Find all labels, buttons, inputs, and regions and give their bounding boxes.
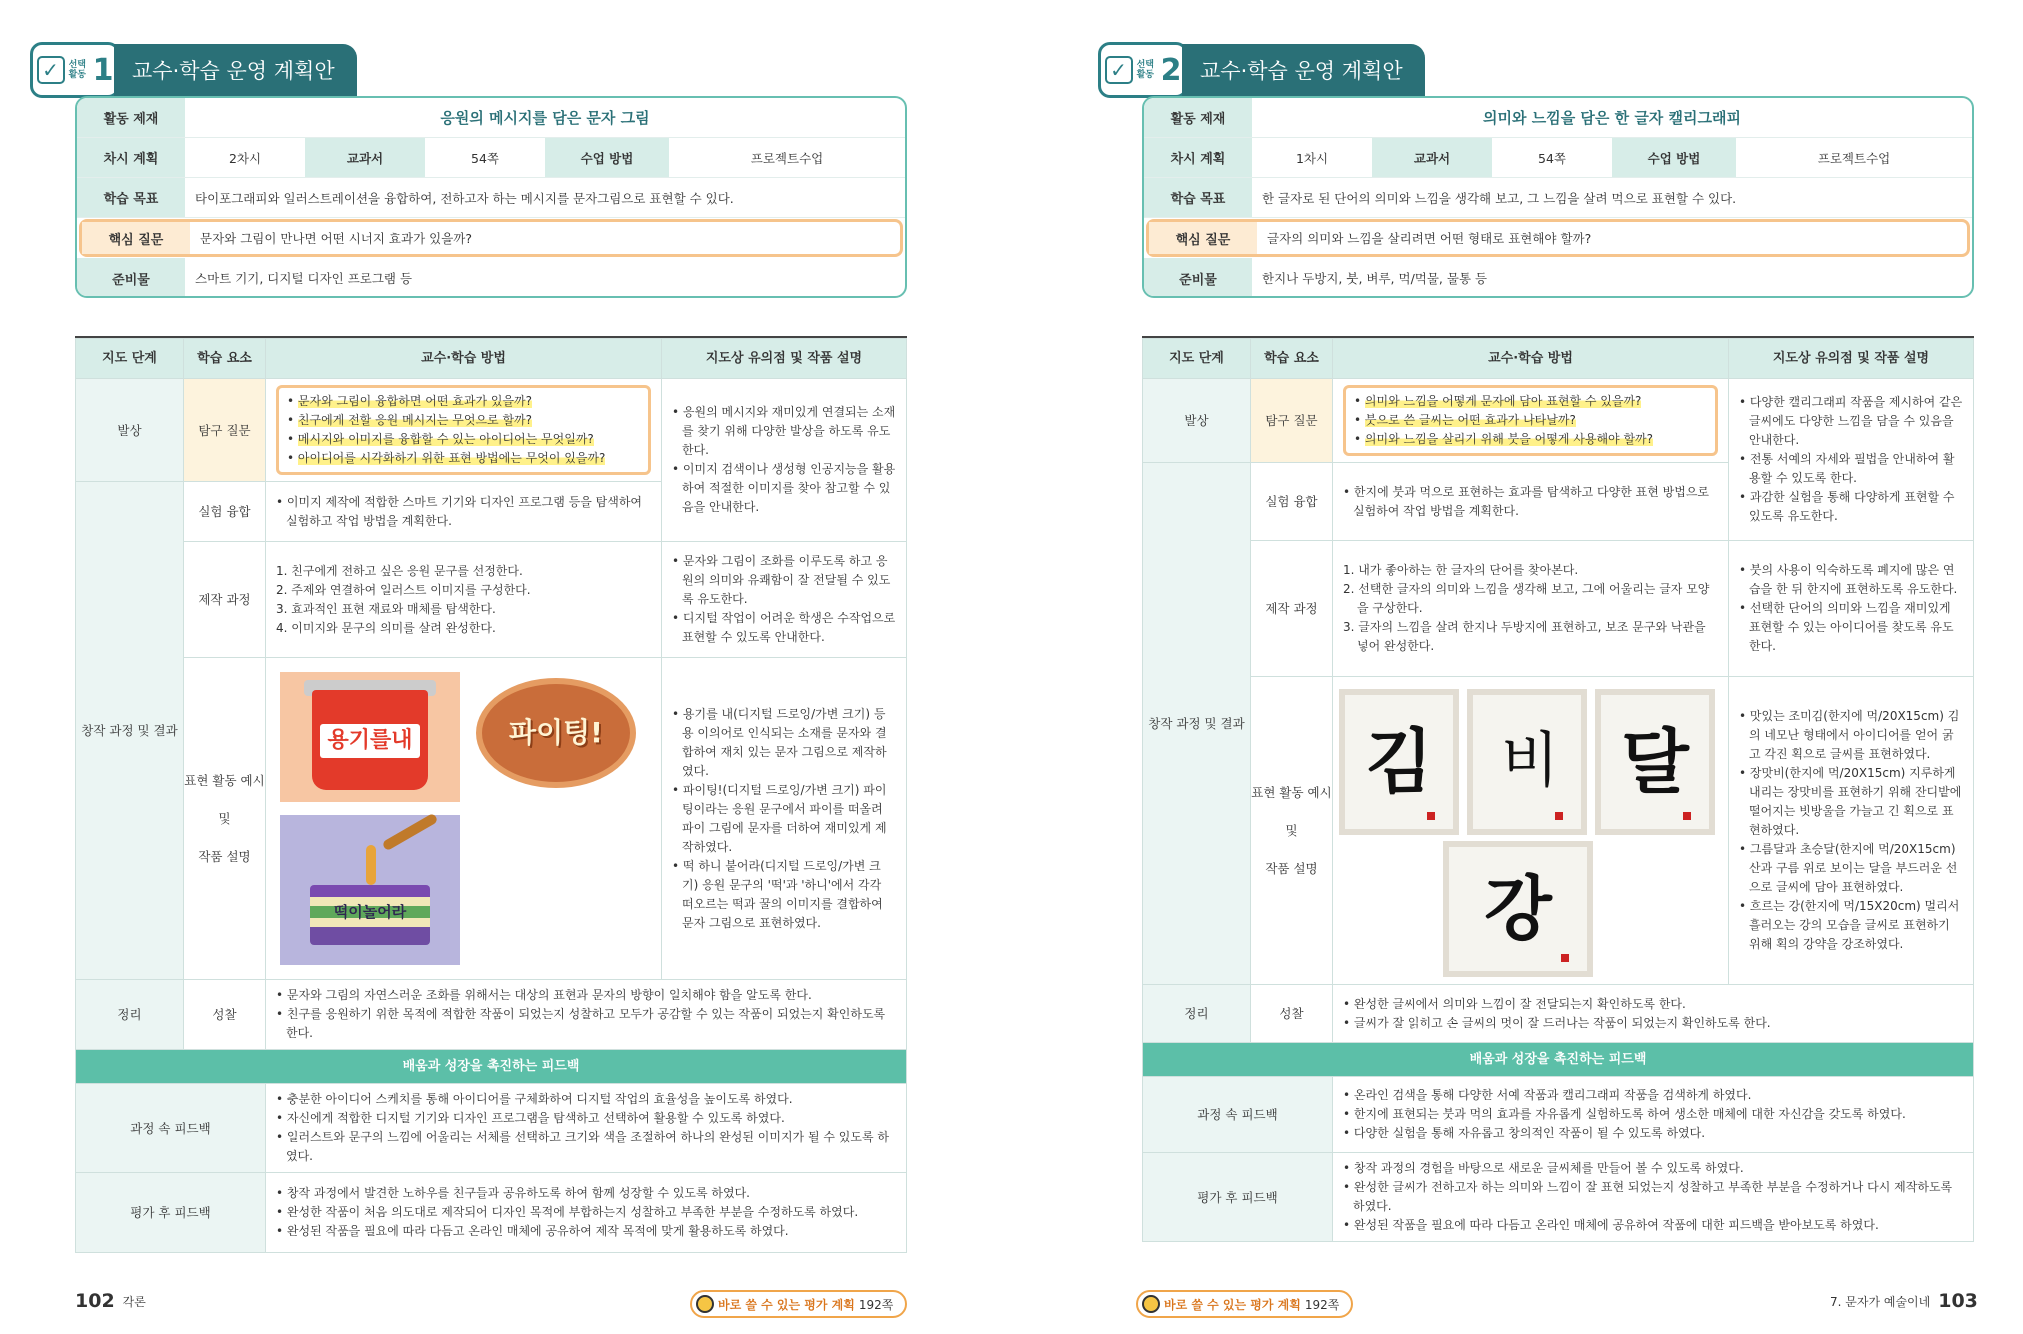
feedback-item: • 한지에 표현되는 붓과 먹의 효과를 자유롭게 실험하도록 하여 생소한 매체에 대한 자신감을 갖도록 하였다. — [1343, 1105, 1963, 1124]
make-step: 2. 주제와 연결하여 일러스트 이미지를 구성한다. — [276, 582, 531, 597]
stage-ideation: 발상 — [1143, 379, 1251, 463]
make-step: 3. 효과적인 표현 재료와 매체를 탐색한다. — [276, 601, 496, 616]
period-value: 2차시 — [228, 150, 262, 166]
post-feedback-label: 평가 후 피드백 — [1143, 1153, 1333, 1242]
plan-label: 차시 계획 — [1144, 138, 1252, 177]
stage-creation — [76, 482, 184, 980]
badge-number: 2 — [1160, 52, 1182, 88]
activity-badge — [30, 42, 120, 98]
method-label: 수업 방법 — [545, 138, 669, 177]
info-table — [75, 96, 907, 298]
feedback-item: • 창작 과정의 경험을 바탕으로 새로운 글씨체를 만들어 볼 수 있도록 하였다. — [1343, 1159, 1963, 1178]
activity-badge — [1098, 42, 1188, 98]
stage-ideation: 발상 — [76, 379, 184, 482]
artwork-bi — [1467, 689, 1587, 835]
calligraphy-char: 강 — [1484, 867, 1552, 950]
stage-creation — [1143, 463, 1251, 985]
example-label-line: 표현 활동 예시 — [1251, 785, 1332, 800]
example-label-line: 및 — [1285, 823, 1298, 838]
col-element: 학습 요소 — [184, 339, 266, 379]
artwork-gim — [1339, 689, 1459, 835]
calligraphy-char: 달 — [1621, 720, 1689, 803]
col-method: 교수·학습 방법 — [1333, 339, 1729, 379]
core-question-value: 글자의 의미와 느낌을 살리려면 어떤 형태로 표현해야 할까? — [1267, 231, 1592, 246]
post-feedback-label: 평가 후 피드백 — [76, 1173, 266, 1253]
inquiry-box — [1343, 385, 1718, 456]
stage-wrapup: 정리 — [76, 980, 184, 1050]
practice-item: • 한지에 붓과 먹으로 표현하는 효과를 탐색하고 다양한 표현 방법으로 실험하여 작업 방법을 계획한다. — [1343, 483, 1718, 521]
col-notes: 지도상 유의점 및 작품 설명 — [662, 339, 907, 379]
ideation-notes — [662, 379, 907, 542]
artwork-notes — [1729, 677, 1974, 985]
feedback-item: • 완성한 작품이 처음 의도대로 제작되어 디자인 목적에 부합하는지 성찰하고 부족한 부분을 수정하도록 하였다. — [276, 1203, 896, 1222]
badge-number: 1 — [92, 52, 114, 88]
note-item: • 떡 하니 붙어라(디지털 드로잉/가변 크기) 응원 문구의 '떡'과 '하니'에서 각각 떠오르는 떡과 꿀의 이미지를 결합하여 문자 그림으로 표현하였다. — [672, 857, 896, 933]
make-label: 제작 과정 — [1251, 541, 1333, 677]
reflect-cell — [266, 980, 907, 1050]
make-step: 1. 친구에게 전하고 싶은 응원 문구를 선정한다. — [276, 563, 523, 578]
materials-label: 준비물 — [77, 258, 185, 298]
make-notes — [662, 542, 907, 658]
process-feedback-cell — [266, 1084, 907, 1173]
core-question-label: 핵심 질문 — [82, 222, 190, 254]
artwork-cup — [280, 672, 460, 802]
ideation-notes — [1729, 379, 1974, 541]
inquiry-item: 문자와 그림이 융합하면 어떤 효과가 있을까? — [297, 394, 533, 408]
example-label-line: 작품 설명 — [1265, 861, 1318, 876]
make-step: 3. 글자의 느낌을 살려 한지나 두방지에 표현하고, 보조 문구와 낙관을 넣어 완성한다. — [1343, 620, 1706, 653]
pages-value: 54쪽 — [1538, 150, 1566, 166]
materials-label: 준비물 — [1144, 258, 1252, 298]
stage-wrapup: 정리 — [1143, 985, 1251, 1043]
pill-page: 192쪽 — [858, 1297, 894, 1312]
note-item: • 붓의 사용이 익숙하도록 폐지에 많은 연습을 한 뒤 한지에 표현하도록 유도한다. — [1739, 561, 1963, 599]
make-step: 4. 이미지와 문구의 의미를 살려 완성한다. — [276, 620, 496, 635]
note-item: • 그름달과 초승달(한지에 먹/20X15cm) 산과 구름 위로 보이는 달을 부드러운 선으로 글씨에 담아 표현하였다. — [1739, 840, 1963, 897]
feedback-item: • 일러스트와 문구의 느낌에 어울리는 서체를 선택하고 크기와 색을 조절하여 하나의 완성된 이미지가 될 수 있도록 하였다. — [276, 1128, 896, 1166]
feedback-item: • 완성된 작품을 필요에 따라 다듬고 온라인 매체에 공유하여 제작 목적에 맞게 활용하도록 하였다. — [276, 1222, 896, 1241]
example-label — [1251, 677, 1333, 985]
goal-label: 학습 목표 — [1144, 178, 1252, 217]
right-page — [1012, 0, 2023, 1334]
practice-label: 실험 융합 — [184, 482, 266, 542]
make-cell — [1333, 541, 1729, 677]
feedback-header: 배움과 성장을 촉진하는 피드백 — [1143, 1043, 1974, 1077]
example-label-line: 및 — [218, 811, 231, 826]
post-feedback-cell — [266, 1173, 907, 1253]
note-item: • 전통 서예의 자세와 필법을 안내하여 활용할 수 있도록 한다. — [1739, 450, 1963, 488]
pages-value: 54쪽 — [471, 150, 499, 166]
stage-creation-label: 창작 과정 및 결과 — [1148, 716, 1245, 731]
inquiry-item: 의미와 느낌을 살리기 위해 붓을 어떻게 사용해야 할까? — [1364, 432, 1654, 446]
topic-label: 활동 제재 — [1144, 98, 1252, 137]
reflect-item: • 글씨가 잘 읽히고 손 글씨의 멋이 잘 드러나는 작품이 되었는지 확인하도록 한다. — [1343, 1014, 1963, 1033]
make-step: 1. 내가 좋아하는 한 글자의 단어를 찾아본다. — [1343, 563, 1579, 577]
reflect-label: 성찰 — [184, 980, 266, 1050]
core-question-value: 문자와 그림이 만나면 어떤 시너지 효과가 있을까? — [200, 231, 472, 246]
feedback-item: • 자신에게 적합한 디지털 기기와 디자인 프로그램을 탐색하고 선택하여 활용할 수 있도록 하였다. — [276, 1109, 896, 1128]
textbook-label: 교과서 — [1372, 138, 1492, 177]
inquiry-cell — [1333, 379, 1729, 463]
col-stage: 지도 단계 — [1143, 339, 1251, 379]
practice-cell — [266, 482, 662, 542]
col-stage: 지도 단계 — [76, 339, 184, 379]
inquiry-item: 아이디어를 시각화하기 위한 표현 방법에는 무엇이 있을까? — [297, 451, 606, 465]
materials-value: 스마트 기기, 디지털 디자인 프로그램 등 — [195, 271, 413, 286]
materials-value: 한지나 두방지, 붓, 벼루, 먹/먹물, 물통 등 — [1262, 271, 1488, 286]
page-title: 교수·학습 운영 계획안 — [1182, 44, 1425, 96]
col-element: 학습 요소 — [1251, 339, 1333, 379]
lesson-table — [1142, 336, 1974, 1242]
inquiry-label: 탐구 질문 — [184, 379, 266, 482]
topic-value: 응원의 메시지를 담은 문자 그림 — [440, 109, 650, 127]
make-step: 2. 선택한 글자의 의미와 느낌을 생각해 보고, 그에 어울리는 글자 모양을 구상한다. — [1343, 582, 1710, 615]
method-value: 프로젝트수업 — [1817, 150, 1891, 166]
lesson-table — [75, 336, 907, 1253]
cup-text: 용기를내 — [320, 724, 420, 758]
note-item: • 용기를 내(디지털 드로잉/가변 크기) 등용 이의어로 인식되는 소재를 문자와 결합하여 재치 있는 문자 그림으로 제작하였다. — [672, 705, 896, 781]
make-cell — [266, 542, 662, 658]
section-name: 각론 — [122, 1294, 146, 1309]
left-page — [0, 0, 1011, 1334]
badge-tag: 선택 활동 — [1136, 60, 1154, 80]
artwork-notes — [662, 658, 907, 980]
note-item: • 이미지 검색이나 생성형 인공지능을 활용하여 적절한 이미지를 찾아 참고할 수 있음을 안내한다. — [672, 460, 896, 517]
goal-value: 타이포그래피와 일러스트레이션을 융합하여, 전하고자 하는 메시지를 문자그림으로 표현할 수 있다. — [195, 190, 734, 206]
artwork-cell — [266, 658, 662, 980]
plan-label: 차시 계획 — [77, 138, 185, 177]
artwork-rice-cake — [280, 815, 460, 965]
reflect-cell — [1333, 985, 1974, 1043]
page-footer — [75, 1290, 146, 1312]
note-item: • 선택한 단어의 의미와 느낌을 재미있게 표현할 수 있는 아이디어를 찾도록 유도한다. — [1739, 599, 1963, 656]
goal-value: 한 글자로 된 단어의 의미와 느낌을 생각해 보고, 그 느낌을 살려 먹으로 표현할 수 있다. — [1262, 190, 1737, 206]
badge-tag: 선택 활동 — [68, 60, 86, 80]
col-notes: 지도상 유의점 및 작품 설명 — [1729, 339, 1974, 379]
inquiry-item: 의미와 느낌을 어떻게 문자에 담아 표현할 수 있을까? — [1364, 394, 1642, 408]
textbook-label: 교과서 — [305, 138, 425, 177]
col-method: 교수·학습 방법 — [266, 339, 662, 379]
method-value: 프로젝트수업 — [750, 150, 824, 166]
cake-text: 떡이놀어라 — [333, 902, 407, 921]
artwork-pie — [476, 678, 636, 788]
lesson-plan-header — [1098, 42, 1425, 98]
note-item: • 디지털 작업이 어려운 학생은 수작업으로 표현할 수 있도록 안내한다. — [672, 609, 896, 647]
note-item: • 과감한 실험을 통해 다양하게 표현할 수 있도록 유도한다. — [1739, 488, 1963, 526]
reflect-item: • 친구를 응원하기 위한 목적에 적합한 작품이 되었는지 성찰하고 모두가 공감할 수 있는 작품이 되었는지 확인하도록 한다. — [276, 1005, 896, 1043]
feedback-item: • 다양한 실험을 통해 자유롭고 창의적인 작품이 될 수 있도록 하였다. — [1343, 1124, 1963, 1143]
pill-label: 바로 쓸 수 있는 평가 계획 — [718, 1297, 855, 1312]
goal-label: 학습 목표 — [77, 178, 185, 217]
example-label-line: 표현 활동 예시 — [184, 773, 265, 788]
note-item: • 다양한 캘리그래피 작품을 제시하여 같은 글씨에도 다양한 느낌을 담을 수 있음을 안내한다. — [1739, 393, 1963, 450]
calligraphy-char: 김 — [1365, 720, 1433, 803]
topic-value: 의미와 느낌을 담은 한 글자 캘리그래피 — [1483, 109, 1741, 127]
checkbox-icon: ✓ — [1105, 56, 1133, 84]
feedback-item: • 완성한 글씨가 전하고자 하는 의미와 느낌이 잘 표현 되었는지 성찰하고 부족한 부분을 수정하거나 다시 제작하도록 하였다. — [1343, 1178, 1963, 1216]
note-item: • 장맛비(한지에 먹/20X15cm) 지루하게 내리는 장맛비를 표현하기 위해 잔디밭에 떨어지는 빗방울을 가늘고 긴 획으로 표현하였다. — [1739, 764, 1963, 840]
note-item: • 파이팅!(디지털 드로잉/가변 크기) 파이팅이라는 응원 문구에서 파이를 떠올려 파이 그림에 문자를 더하여 재미있게 제작하였다. — [672, 781, 896, 857]
checkbox-icon: ✓ — [37, 56, 65, 84]
feedback-item: • 온라인 검색을 통해 다양한 서예 작품과 캘리그래피 작품을 검색하게 하였다. — [1343, 1086, 1963, 1105]
practice-label: 실험 융합 — [1251, 463, 1333, 541]
process-feedback-cell — [1333, 1077, 1974, 1153]
process-feedback-label: 과정 속 피드백 — [76, 1084, 266, 1173]
example-label — [184, 658, 266, 980]
artwork-dal — [1595, 689, 1715, 835]
reflect-label: 성찰 — [1251, 985, 1333, 1043]
artwork-cell — [1333, 677, 1729, 985]
bee-icon — [1142, 1295, 1160, 1313]
core-question-label: 핵심 질문 — [1149, 222, 1257, 254]
note-item: • 흐르는 강(한지에 먹/15X20cm) 멀리서 흘러오는 강의 모습을 글씨로 표현하기 위해 획의 강약을 강조하였다. — [1739, 897, 1963, 954]
reflect-item: • 문자와 그림의 자연스러운 조화를 위해서는 대상의 표현과 문자의 방향이 일치해야 함을 알도록 한다. — [276, 986, 896, 1005]
pie-text: 파이팅! — [509, 716, 603, 749]
calligraphy-char: 비 — [1501, 726, 1553, 796]
feedback-item: • 완성된 작품을 필요에 따라 다듬고 온라인 매체에 공유하여 작품에 대한 피드백을 받아보도록 하였다. — [1343, 1216, 1963, 1235]
pill-page: 192쪽 — [1304, 1297, 1340, 1312]
pill-label: 바로 쓸 수 있는 평가 계획 — [1164, 1297, 1301, 1312]
page-title: 교수·학습 운영 계획안 — [114, 44, 357, 96]
make-notes — [1729, 541, 1974, 677]
topic-label: 활동 제재 — [77, 98, 185, 137]
lesson-plan-header — [30, 42, 357, 98]
evaluation-plan-link[interactable] — [1136, 1290, 1353, 1318]
practice-item: • 이미지 제작에 적합한 스마트 기기와 디자인 프로그램 등을 탐색하여 실험하고 작업 방법을 계획한다. — [276, 493, 651, 531]
feedback-header: 배움과 성장을 촉진하는 피드백 — [76, 1050, 907, 1084]
section-name: 7. 문자가 예술이네 — [1830, 1294, 1931, 1309]
page-number: 102 — [75, 1290, 115, 1312]
inquiry-box — [276, 385, 651, 475]
inquiry-item: 메시지와 이미지를 융합할 수 있는 아이디어는 무엇일까? — [297, 432, 594, 446]
info-table — [1142, 96, 1974, 298]
period-value: 1차시 — [1295, 150, 1329, 166]
inquiry-item: 친구에게 전할 응원 메시지는 무엇으로 할까? — [297, 413, 533, 427]
example-label-line: 작품 설명 — [198, 849, 251, 864]
note-item: • 맛있는 조미김(한지에 먹/20X15cm) 김의 네모난 형태에서 아이디어를 얻어 굵고 각진 획으로 글씨를 표현하였다. — [1739, 707, 1963, 764]
inquiry-label: 탐구 질문 — [1251, 379, 1333, 463]
inquiry-cell — [266, 379, 662, 482]
note-item: • 문자와 그림이 조화를 이루도록 하고 응원의 의미와 유쾌함이 잘 전달될 수 있도록 유도한다. — [672, 552, 896, 609]
process-feedback-label: 과정 속 피드백 — [1143, 1077, 1333, 1153]
feedback-item: • 충분한 아이디어 스케치를 통해 아이디어를 구체화하여 디지털 작업의 효율성을 높이도록 하였다. — [276, 1090, 896, 1109]
method-label: 수업 방법 — [1612, 138, 1736, 177]
make-label: 제작 과정 — [184, 542, 266, 658]
reflect-item: • 완성한 글씨에서 의미와 느낌이 잘 전달되는지 확인하도록 한다. — [1343, 995, 1963, 1014]
post-feedback-cell — [1333, 1153, 1974, 1242]
inquiry-item: 붓으로 쓴 글씨는 어떤 효과가 나타날까? — [1364, 413, 1576, 427]
evaluation-plan-link[interactable] — [690, 1290, 907, 1318]
page-footer — [1830, 1290, 1978, 1312]
stage-creation-label: 창작 과정 및 결과 — [81, 723, 178, 738]
practice-cell — [1333, 463, 1729, 541]
page-number: 103 — [1938, 1290, 1978, 1312]
note-item: • 응원의 메시지와 재미있게 연결되는 소재를 찾기 위해 다양한 발상을 하도록 유도한다. — [672, 403, 896, 460]
feedback-item: • 창작 과정에서 발견한 노하우를 친구들과 공유하도록 하여 함께 성장할 수 있도록 하였다. — [276, 1184, 896, 1203]
bee-icon — [696, 1295, 714, 1313]
artwork-gang — [1443, 841, 1593, 977]
